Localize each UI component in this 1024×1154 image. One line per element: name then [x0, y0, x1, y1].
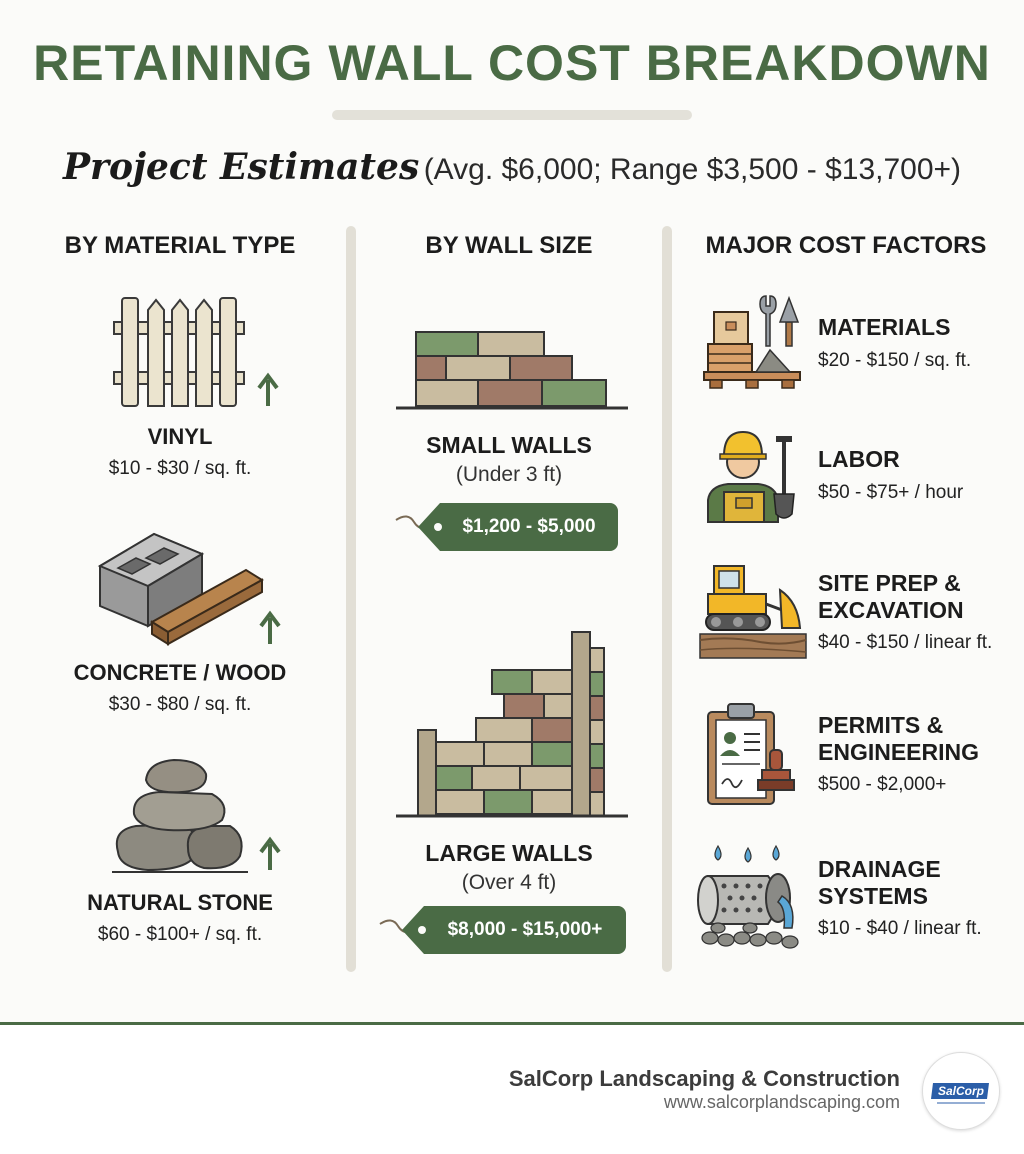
column-divider-right	[662, 226, 672, 972]
factor-name-drainage	[818, 856, 941, 910]
factor-name-drainage-line1: DRAINAGE	[818, 856, 941, 882]
vinyl-fence-icon	[112, 292, 292, 410]
column-divider-left	[346, 226, 356, 972]
stone-pile-icon	[108, 756, 292, 880]
company-website[interactable]: www.salcorplandscaping.com	[663, 1092, 900, 1112]
arrow-up-icon	[259, 376, 277, 406]
arrow-up-icon	[261, 614, 279, 644]
factor-name-permits	[818, 712, 979, 766]
factor-name-site-prep	[818, 570, 964, 624]
drainage-pipe-icon	[698, 846, 806, 950]
company-logo	[922, 1052, 1000, 1130]
factor-price-permits: $500 - $2,000+	[818, 774, 947, 795]
small-walls-price: $1,200 - $5,000	[462, 516, 596, 537]
small-walls-height: (Under 3 ft)	[455, 463, 563, 486]
subtitle-lead: Project Estimates	[62, 146, 420, 188]
large-walls-price: $8,000 - $15,000+	[447, 919, 603, 940]
heading-wall-size: BY WALL SIZE	[425, 232, 593, 259]
factor-name-site-prep-line1: SITE PREP &	[818, 570, 961, 596]
material-price-concrete-wood: $30 - $80 / sq. ft.	[108, 694, 252, 715]
bulldozer-icon	[700, 562, 806, 660]
large-walls-height: (Over 4 ft)	[461, 871, 557, 894]
factor-price-site-prep: $40 - $150 / linear ft.	[818, 632, 993, 653]
page-title: RETAINING WALL COST BREAKDOWN	[33, 35, 991, 91]
material-price-vinyl: $10 - $30 / sq. ft.	[108, 458, 252, 479]
small-walls-label	[356, 432, 662, 487]
company-name: SalCorp Landscaping & Construction	[508, 1066, 900, 1091]
concrete-wood-icon	[96, 518, 296, 648]
factor-name-site-prep-line2: EXCAVATION	[818, 597, 964, 623]
small-walls-name: SMALL WALLS	[426, 432, 592, 458]
arrow-up-icon	[261, 840, 279, 870]
factor-price-drainage: $10 - $40 / linear ft.	[818, 918, 982, 939]
heading-material-type: BY MATERIAL TYPE	[64, 232, 296, 259]
factor-price-materials: $20 - $150 / sq. ft.	[818, 350, 972, 371]
large-walls-label	[356, 840, 662, 895]
small-wall-icon	[396, 330, 628, 412]
subtitle-range: (Avg. $6,000; Range $3,500 - $13,700+)	[423, 153, 962, 186]
factor-price-labor: $50 - $75+ / hour	[818, 482, 964, 503]
footer-divider	[0, 1022, 1024, 1025]
subtitle	[0, 146, 1024, 188]
title-underline	[332, 110, 692, 120]
svg-text:SalCorp: SalCorp	[937, 1084, 985, 1098]
material-price-natural-stone: $60 - $100+ / sq. ft.	[97, 924, 263, 945]
factor-name-permits-line1: PERMITS &	[818, 712, 944, 738]
factor-name-labor: LABOR	[818, 446, 900, 472]
large-walls-price-tag	[424, 906, 626, 954]
factor-name-drainage-line2: SYSTEMS	[818, 883, 928, 909]
clipboard-stamp-icon	[704, 700, 800, 808]
factor-name-materials: MATERIALS	[818, 314, 951, 340]
materials-tools-icon	[700, 292, 804, 390]
material-label-concrete-wood: CONCRETE / WOOD	[73, 660, 287, 685]
factor-name-permits-line2: ENGINEERING	[818, 739, 980, 765]
large-walls-name: LARGE WALLS	[425, 840, 593, 866]
material-label-vinyl: VINYL	[147, 424, 213, 449]
salcorp-logo-icon	[923, 1053, 999, 1129]
worker-icon	[704, 426, 800, 524]
small-walls-price-tag	[440, 503, 618, 551]
heading-cost-factors: MAJOR COST FACTORS	[705, 232, 987, 259]
large-wall-icon	[396, 630, 628, 820]
material-label-natural-stone: NATURAL STONE	[87, 890, 273, 915]
